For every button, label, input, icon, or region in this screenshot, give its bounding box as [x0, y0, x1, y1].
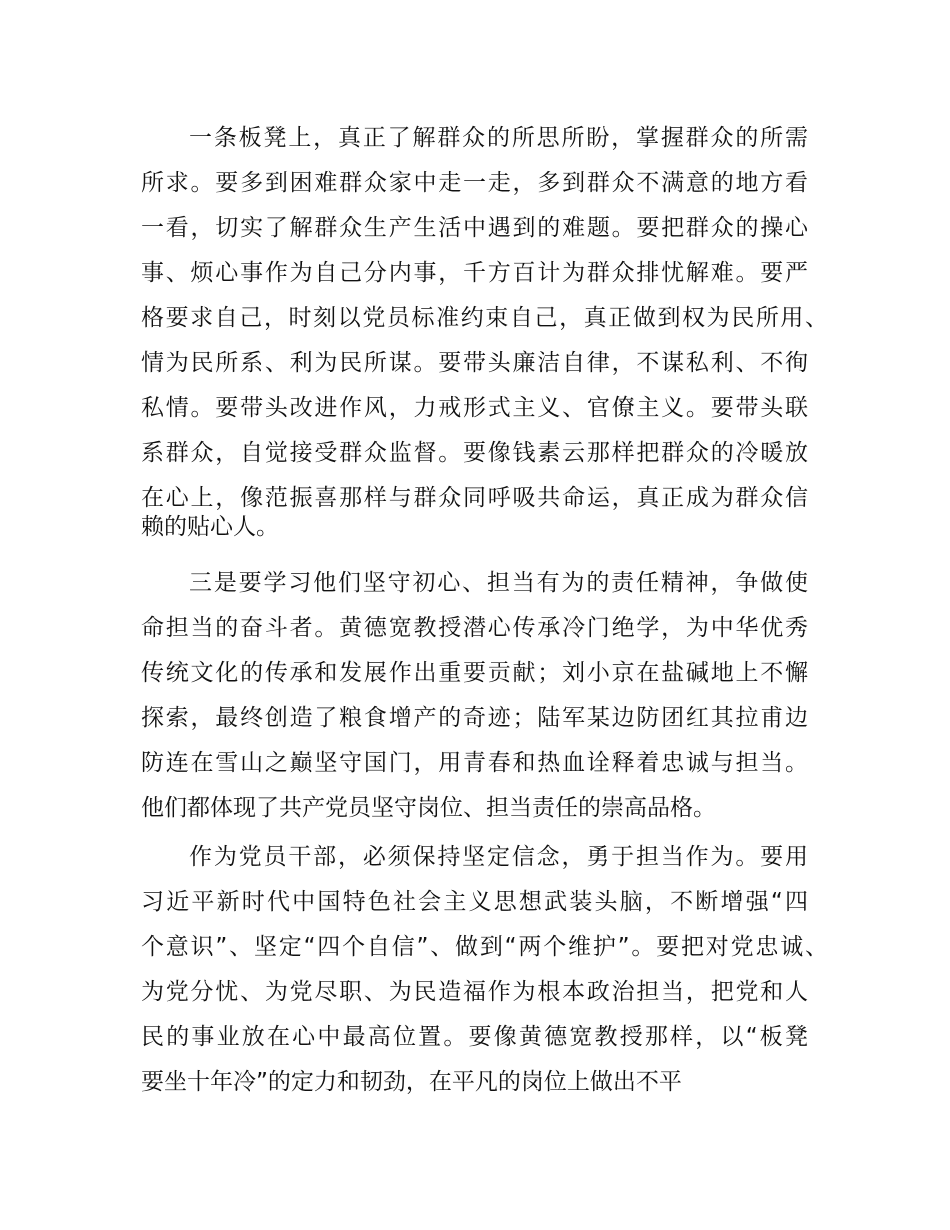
paragraph-3-line-4: 为党分忧、为党尽职、为民造福作为根本政治担当，把党和人	[141, 979, 808, 1005]
paragraph-2-line-2: 命担当的奋斗者。黄德宽教授潜心传承冷门绝学，为中华优秀	[141, 615, 808, 641]
paragraph-1-line-10: 赖的贴心人。	[141, 514, 279, 540]
paragraph-1-line-8: 系群众，自觉接受群众监督。要像钱素云那样把群众的冷暖放	[141, 440, 808, 466]
paragraph-3-line-6: 要坐十年冷”的定力和韧劲，在平凡的岗位上做出不平	[141, 1069, 682, 1095]
paragraph-1-line-3: 一看，切实了解群众生产生活中遇到的难题。要把群众的操心	[141, 215, 808, 241]
paragraph-1-line-5: 格要求自己，时刻以党员标准约束自己，真正做到权为民所用、	[141, 305, 828, 331]
paragraph-1-line-1: 一条板凳上，真正了解群众的所思所盼，掌握群众的所需	[189, 125, 808, 151]
paragraph-1-line-2: 所求。要多到困难群众家中走一走，多到群众不满意的地方看	[141, 170, 808, 196]
paragraph-1-line-9: 在心上，像范振喜那样与群众同呼吸共命运，真正成为群众信	[141, 485, 808, 511]
paragraph-1-line-7: 私情。要带头改进作风，力戒形式主义、官僚主义。要带头联	[141, 395, 808, 421]
paragraph-2-line-4: 探索，最终创造了粮食增产的奇迹；陆军某边防团红其拉甫边	[141, 705, 808, 731]
paragraph-3-line-1: 作为党员干部，必须保持坚定信念，勇于担当作为。要用	[189, 844, 808, 870]
paragraph-2-line-5: 防连在雪山之巅坚守国门，用青春和热血诠释着忠诚与担当。	[141, 750, 808, 776]
paragraph-1-line-6: 情为民所系、利为民所谋。要带头廉洁自律，不谋私利、不徇	[141, 350, 808, 376]
paragraph-3-line-2: 习近平新时代中国特色社会主义思想武装头脑，不断增强“四	[141, 889, 808, 915]
paragraph-2-line-1: 三是要学习他们坚守初心、担当有为的责任精神，争做使	[189, 570, 808, 596]
paragraph-3-line-5: 民的事业放在心中最高位置。要像黄德宽教授那样，以“板凳	[141, 1024, 808, 1050]
paragraph-2-line-6: 他们都体现了共产党员坚守岗位、担当责任的崇高品格。	[141, 795, 716, 821]
paragraph-1-line-4: 事、烦心事作为自己分内事，千方百计为群众排忧解难。要严	[141, 260, 808, 286]
paragraph-3-line-3: 个意识”、坚定“四个自信”、做到“两个维护”。要把对党忠诚、	[141, 934, 828, 960]
paragraph-2-line-3: 传统文化的传承和发展作出重要贡献；刘小京在盐碱地上不懈	[141, 660, 808, 686]
